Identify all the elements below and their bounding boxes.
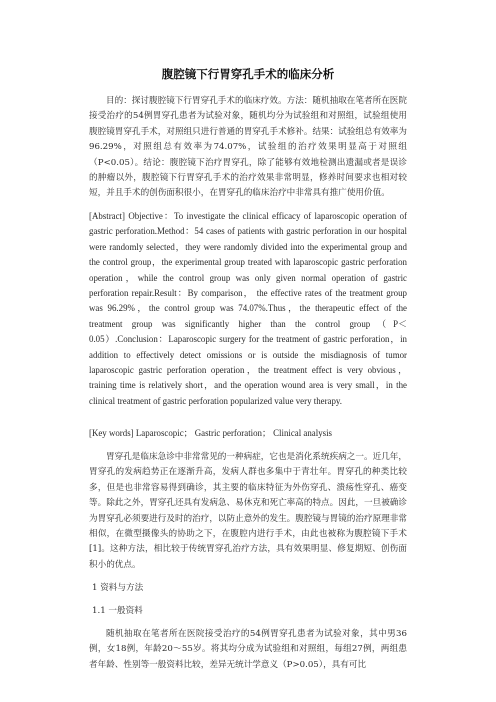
keywords-english: [Key words] Laparoscopic； Gastric perforation； Clinical analysis: [89, 428, 333, 438]
general-data-paragraph: 随机抽取在笔者所在医院接受治疗的54例胃穿孔患者为试验对象，其中男36例，女18例，年龄20～55岁。将其均分成为试验组和对照组，每组27例，两组患者年龄、性别等一般资料比较，差异无统计学意义（P>0.05），具有可比: [89, 629, 407, 670]
abstract-english: [Abstract] Objective：To investigate the clinical efficacy of laparoscopic operation of gastric perforation.Method：54 cases of patients with gastric perforation in our hospital were randomly selected，they were randomly divided into the experimental group and the control group，the experimental group treated with laparoscopic gastric perforation operation，while the control group was only given normal operation of gastric perforation repair.Result：By comparison， the effective rates of the treatment group was 96.29%，the control group was 74.07%.Thus，the therapeutic effect of the treatment group was significantly higher than the control group（P＜0.05）.Conclusion：Laparoscopic surgery for the treatment of gastric perforation，in addition to effectively detect omissions or is outside the misdiagnosis of tumor laparoscopic gastric perforation operation，the treatment effect is very obvious，training time is relatively short，and the operation wound area is very small，in the clinical treatment of gastric perforation popularized value very therapy.: [89, 211, 407, 406]
abstract-chinese: 目的：探讨腹腔镜下行胃穿孔手术的临床疗效。方法：随机抽取在笔者所在医院接受治疗的54例胃穿孔患者为试验对象，随机均分为试验组和对照组，试验组使用腹腔镜胃穿孔手术，对照组只进行普通的胃穿孔手术修补。结果：试验组总有效率为96.29%，对照组总有效率为74.07%，试验组的治疗效果明显高于对照组（P<0.05）。结论：腹腔镜下治疗胃穿孔，除了能够有效地检测出遗漏或者是误诊的肿瘤以外，腹腔镜下行胃穿孔手术的治疗效果非常明显，修养时间要求也相对较短，并且手术的创伤面积很小，在胃穿孔的临床治疗中非常具有推广使用价值。: [89, 96, 407, 199]
section-heading-1: 1 资料与方法: [92, 583, 144, 593]
paper-title: 腹腔镜下行胃穿孔手术的临床分析: [161, 67, 335, 81]
introduction-paragraph: 胃穿孔是临床急诊中非常常见的一种病症，它也是消化系统疾病之一。近几年，胃穿孔的发病趋势正在逐渐升高，发病人群也多集中于青壮年。胃穿孔的种类比较多，但是也非常容易得到确诊，其主要的临床特征为外伤穿孔、溃疡性穿孔、癌变等。除此之外，胃穿孔还具有发病急、易休克和死亡率高的特点。因此，一旦被确诊为胃穿孔必须要进行及时的治疗，以防止意外的发生。腹腔镜与胃镜的治疗原理非常相似，在微型摄像头的协助之下，在腹腔内进行手术，由此也被称为腹腔镜下手术[1]。这种方法，相比较于传统胃穿孔治疗方法，具有效果明显、修复期短、创伤面积小的优点。: [89, 452, 407, 570]
section-heading-1-1: 1.1 一般资料: [92, 606, 143, 616]
